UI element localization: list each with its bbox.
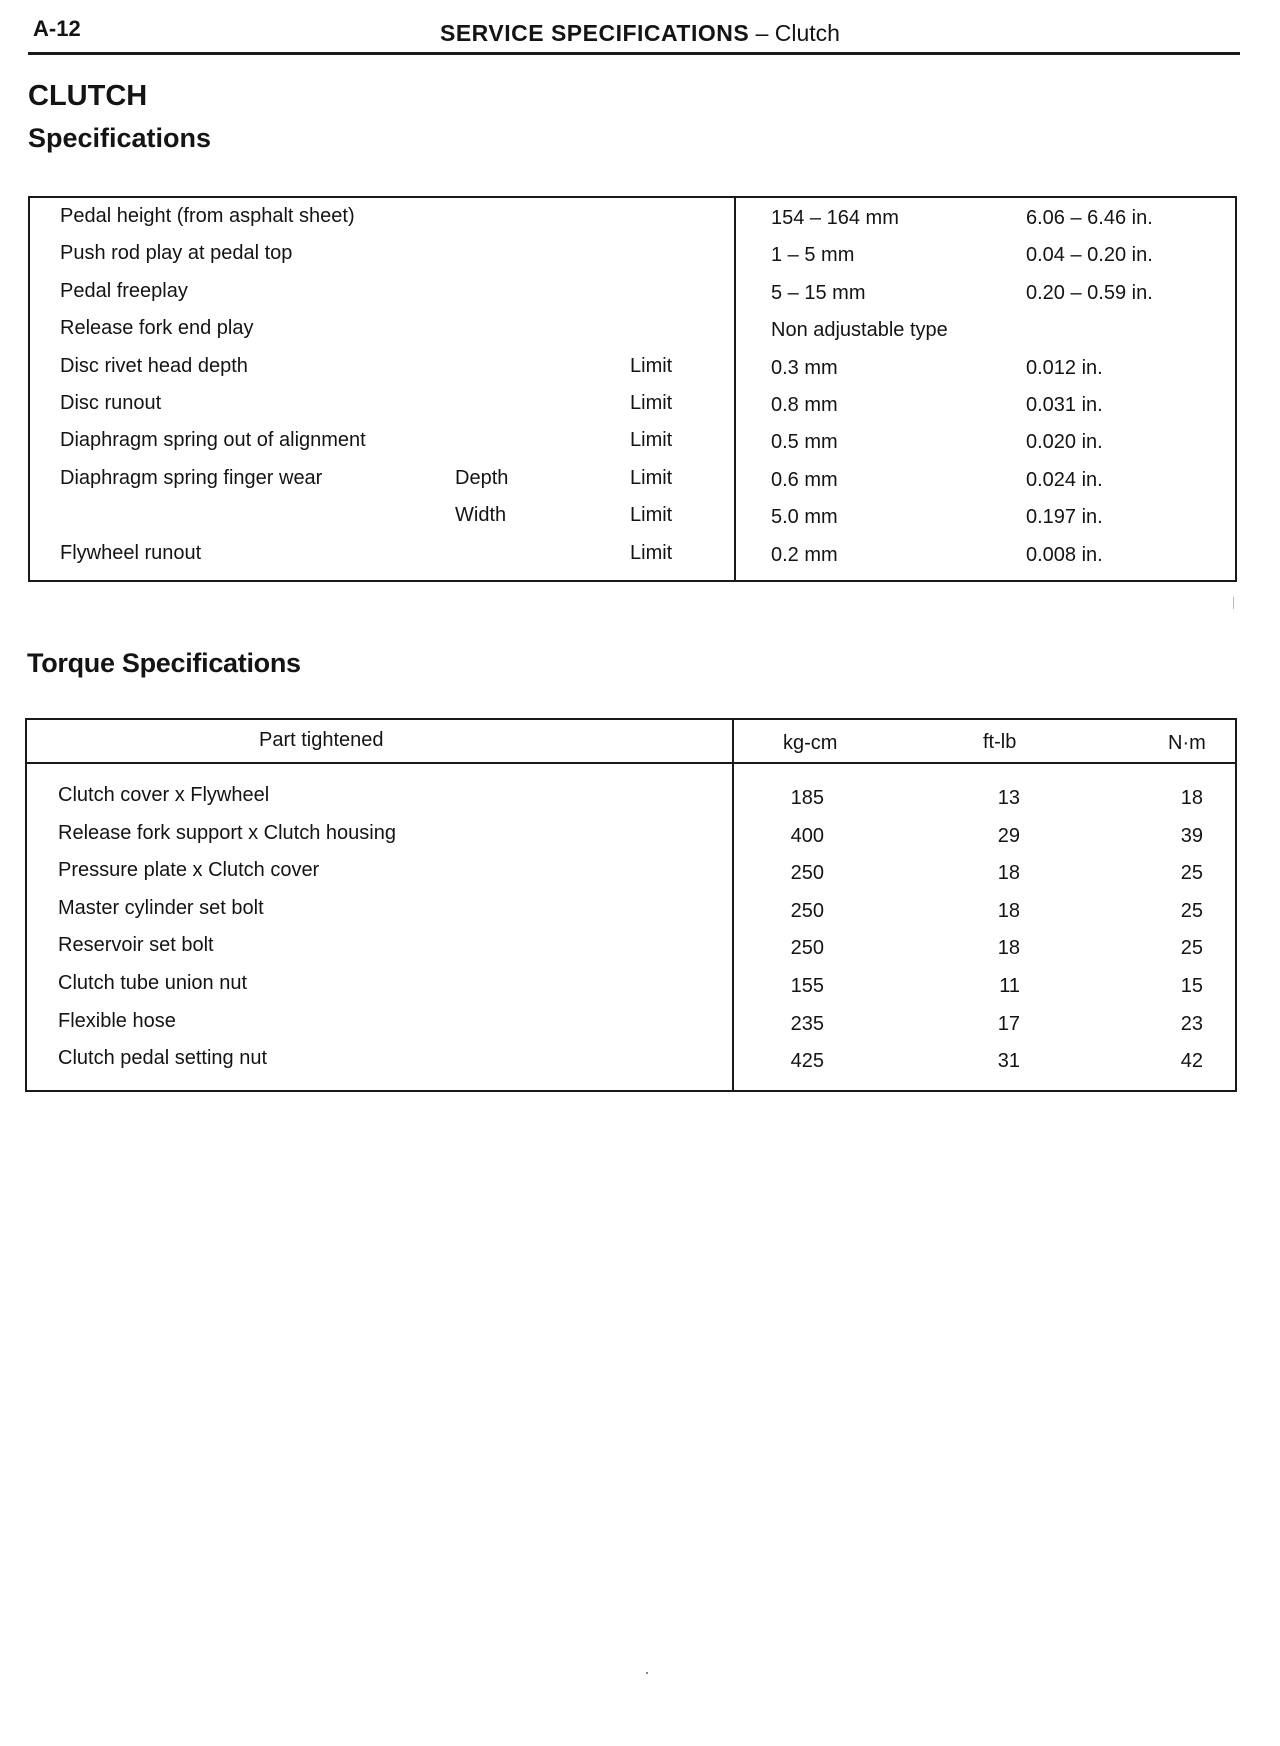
spec-metric: 0.5 mm: [771, 431, 838, 453]
torque-header-nm: N·m: [1168, 732, 1206, 754]
torque-ftlb: 31: [997, 1050, 1020, 1072]
torque-ftlb: 18: [997, 862, 1020, 884]
spec-imperial: 0.008 in.: [1026, 544, 1103, 566]
running-title-main: SERVICE SPECIFICATIONS: [440, 20, 750, 46]
spec-metric: Non adjustable type: [771, 319, 948, 341]
spec-metric: 5.0 mm: [771, 506, 838, 528]
spec-item: Release fork end play: [60, 317, 254, 339]
section-title: CLUTCH: [28, 80, 148, 112]
page-number: A-12: [33, 16, 81, 41]
torque-nm: 18: [1180, 787, 1203, 809]
running-title-sub: Clutch: [774, 20, 840, 46]
torque-kgcm: 235: [790, 1013, 824, 1035]
spec-imperial: 0.031 in.: [1026, 394, 1103, 416]
spec-sub: Depth: [455, 467, 509, 489]
torque-nm: 25: [1180, 900, 1203, 922]
torque-title: Torque Specifications: [27, 648, 301, 678]
spec-item: Disc runout: [60, 392, 162, 414]
spec-imperial: 0.020 in.: [1026, 431, 1103, 453]
spec-metric: 154 – 164 mm: [771, 207, 899, 229]
torque-header-ftlb: ft-lb: [983, 731, 1017, 753]
torque-nm: 42: [1180, 1050, 1203, 1072]
spec-sub: Width: [455, 504, 507, 526]
torque-part: Pressure plate x Clutch cover: [58, 859, 320, 881]
torque-table-divider: [732, 718, 734, 1092]
torque-kgcm: 400: [790, 825, 824, 847]
torque-kgcm: 250: [790, 937, 824, 959]
spec-item: Pedal freeplay: [60, 280, 188, 302]
torque-ftlb: 18: [997, 900, 1020, 922]
spec-imperial: 0.197 in.: [1026, 506, 1103, 528]
torque-kgcm: 250: [790, 862, 824, 884]
spec-limit: Limit: [630, 504, 673, 526]
spec-item: Diaphragm spring finger wear: [60, 467, 323, 489]
spec-metric: 0.6 mm: [771, 469, 838, 491]
scan-mark: [1233, 597, 1234, 609]
torque-ftlb: 29: [997, 825, 1020, 847]
torque-ftlb: 13: [997, 787, 1020, 809]
running-title-separator: –: [749, 20, 775, 46]
spec-limit: Limit: [630, 467, 673, 489]
running-title: [0, 20, 1280, 47]
torque-part: Reservoir set bolt: [58, 934, 214, 956]
torque-nm: 23: [1180, 1013, 1203, 1035]
torque-header-kgcm: kg-cm: [783, 732, 838, 754]
spec-item: Push rod play at pedal top: [60, 242, 293, 264]
torque-part: Clutch cover x Flywheel: [58, 784, 270, 806]
torque-ftlb: 17: [997, 1013, 1020, 1035]
torque-kgcm: 250: [790, 900, 824, 922]
torque-part: Master cylinder set bolt: [58, 897, 264, 919]
spec-imperial: 6.06 – 6.46 in.: [1026, 207, 1153, 229]
spec-imperial: 0.20 – 0.59 in.: [1026, 282, 1153, 304]
spec-item: Diaphragm spring out of alignment: [60, 429, 366, 451]
spec-metric: 0.8 mm: [771, 394, 838, 416]
spec-limit: Limit: [630, 392, 673, 414]
header-rule: [28, 52, 1240, 55]
torque-nm: 39: [1180, 825, 1203, 847]
torque-part: Clutch pedal setting nut: [58, 1047, 268, 1069]
spec-item: Flywheel runout: [60, 542, 202, 564]
scan-speck: [646, 1672, 648, 1674]
spec-imperial: 0.04 – 0.20 in.: [1026, 244, 1153, 266]
torque-part: Flexible hose: [58, 1010, 176, 1032]
spec-item: Pedal height (from asphalt sheet): [60, 205, 355, 227]
section-subtitle: Specifications: [28, 123, 212, 153]
spec-limit: Limit: [630, 355, 673, 377]
spec-metric: 5 – 15 mm: [771, 282, 866, 304]
torque-kgcm: 185: [790, 787, 824, 809]
specifications-table-divider: [734, 196, 736, 582]
torque-ftlb: 11: [999, 975, 1020, 997]
spec-metric: 0.3 mm: [771, 357, 838, 379]
torque-part: Clutch tube union nut: [58, 972, 248, 994]
spec-imperial: 0.012 in.: [1026, 357, 1103, 379]
spec-limit: Limit: [630, 429, 673, 451]
torque-nm: 25: [1180, 862, 1203, 884]
spec-metric: 1 – 5 mm: [771, 244, 855, 266]
spec-metric: 0.2 mm: [771, 544, 838, 566]
torque-nm: 25: [1180, 937, 1203, 959]
torque-kgcm: 155: [790, 975, 824, 997]
spec-limit: Limit: [630, 542, 673, 564]
spec-item: Disc rivet head depth: [60, 355, 248, 377]
torque-part: Release fork support x Clutch housing: [58, 822, 396, 844]
torque-header-rule: [25, 762, 1237, 764]
torque-header-part: Part tightened: [259, 729, 384, 751]
spec-imperial: 0.024 in.: [1026, 469, 1103, 491]
torque-kgcm: 425: [790, 1050, 824, 1072]
torque-nm: 15: [1180, 975, 1203, 997]
torque-ftlb: 18: [997, 937, 1020, 959]
